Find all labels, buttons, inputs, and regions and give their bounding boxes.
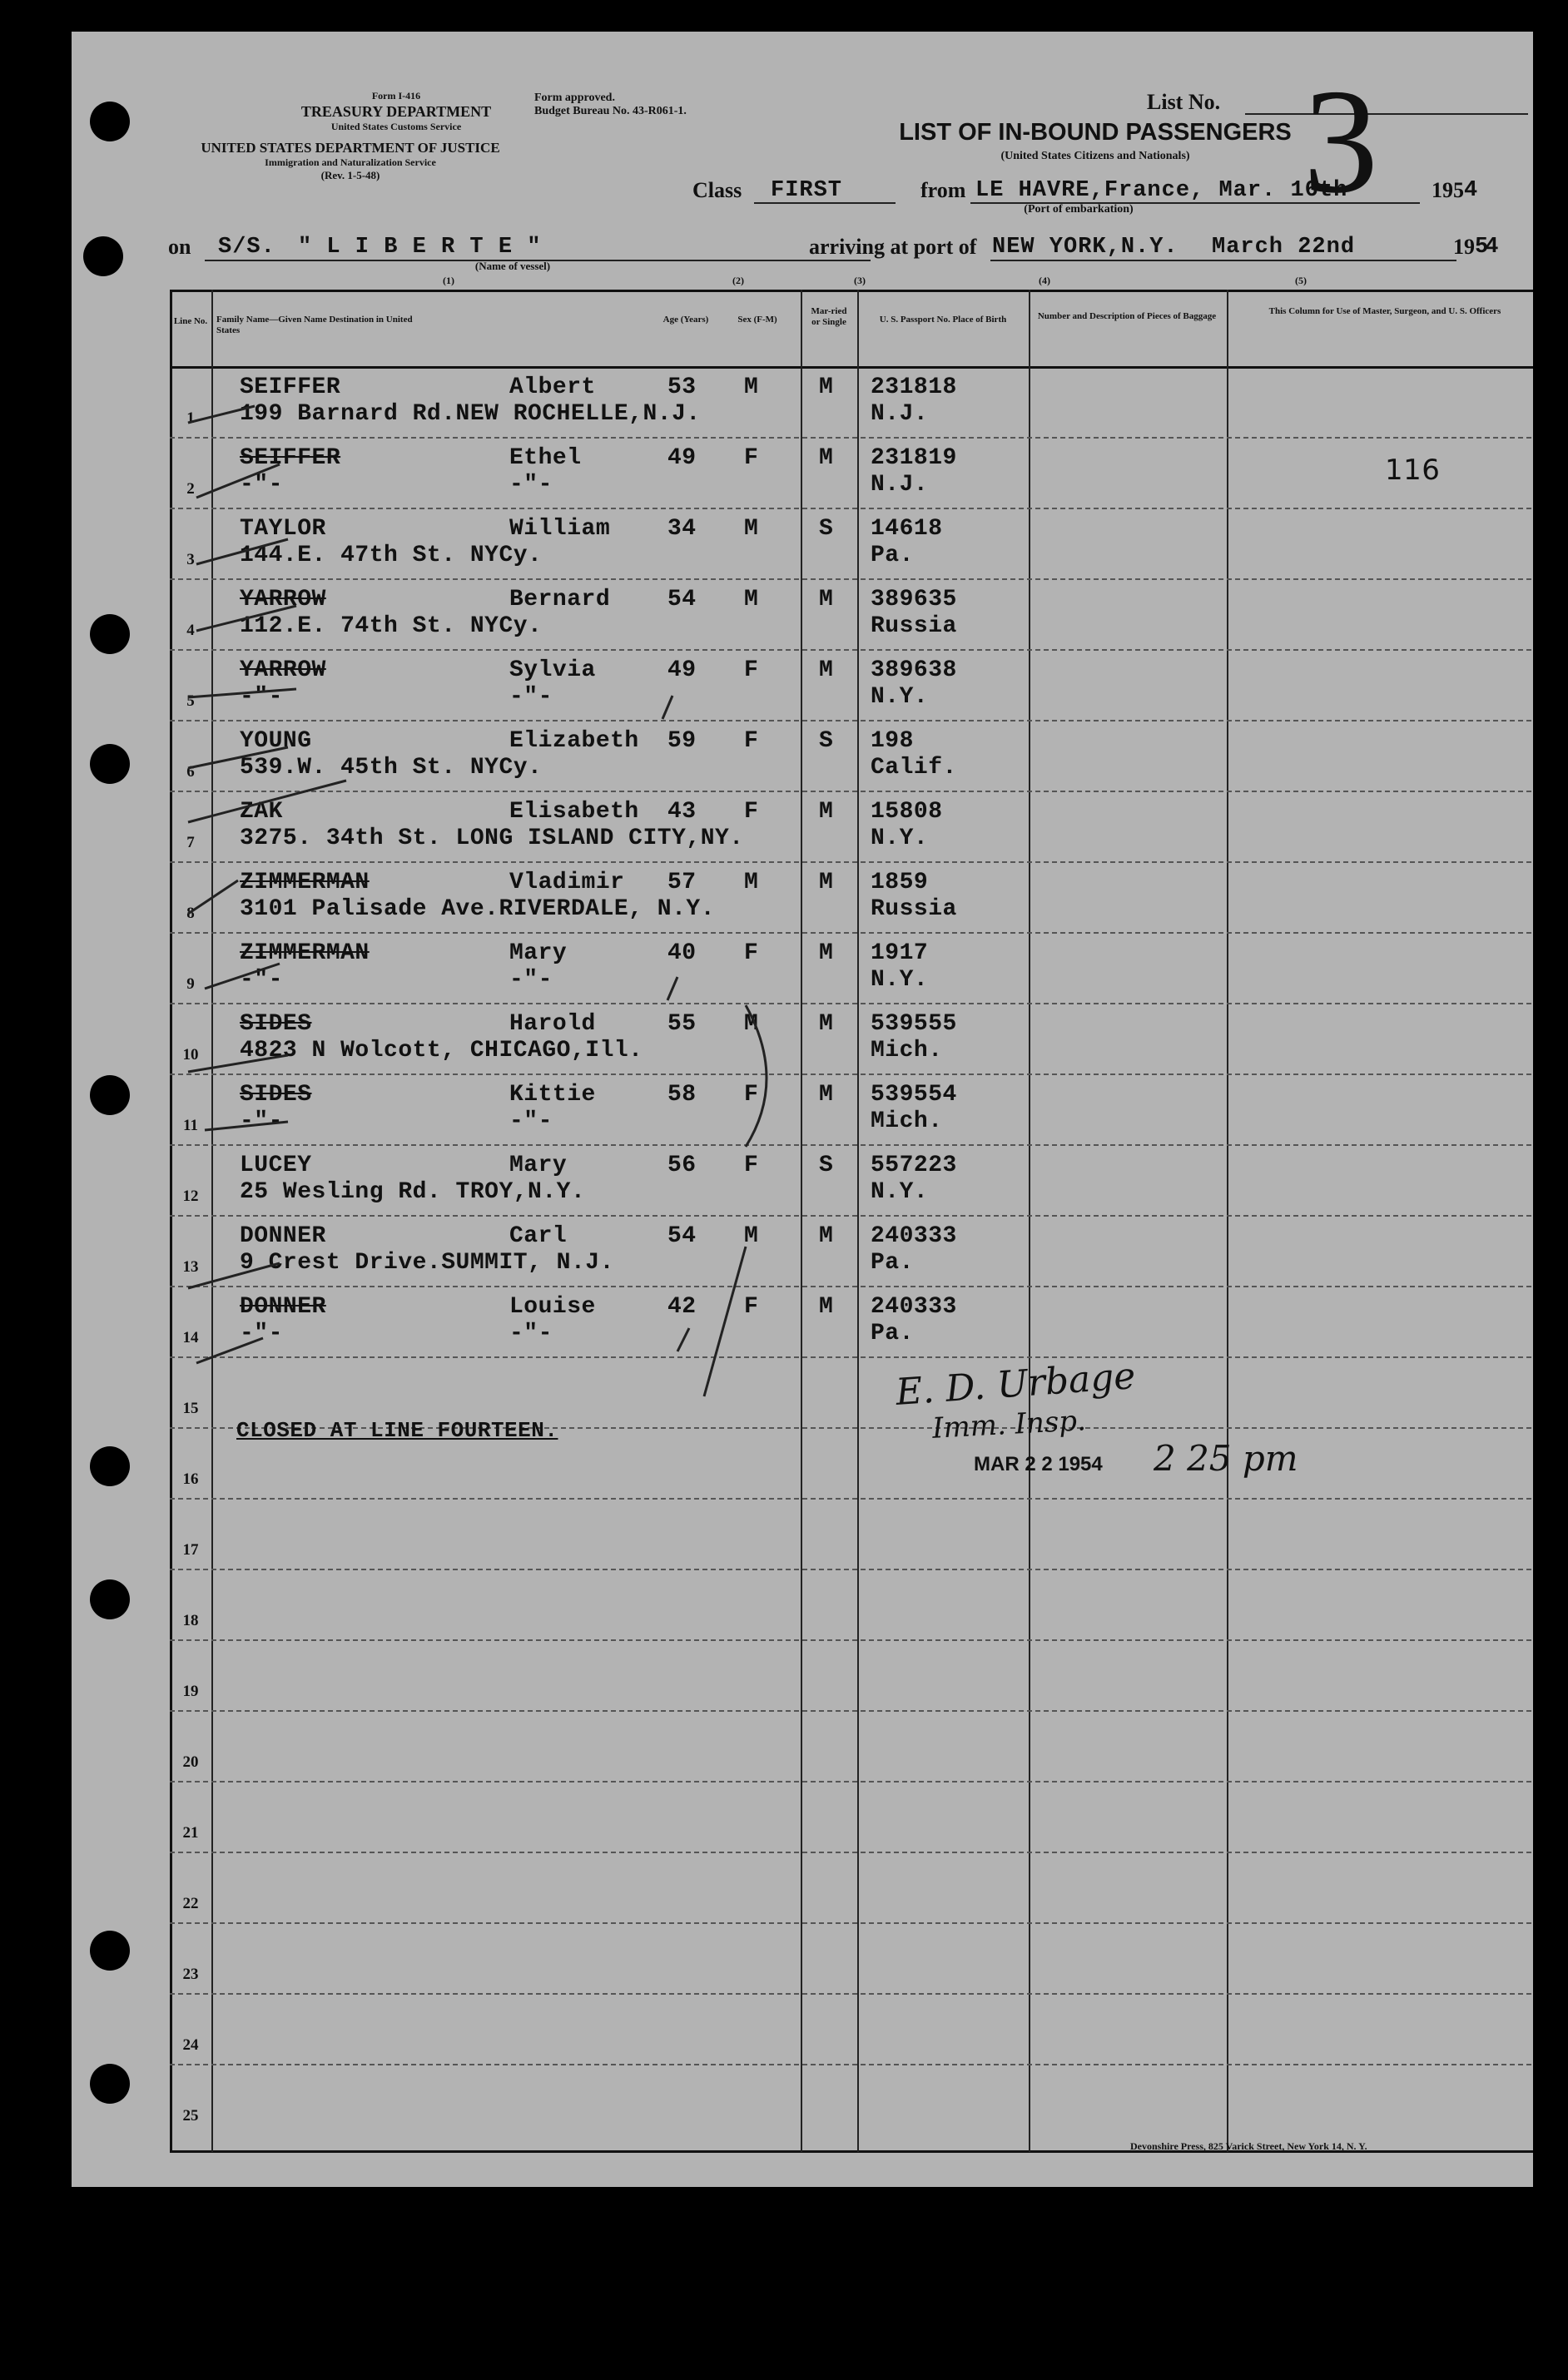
family-name: DONNER: [240, 1223, 326, 1249]
closing-text: CLOSED AT LINE FOURTEEN.: [236, 1418, 558, 1443]
marital-status: M: [819, 799, 834, 825]
passport-no: 240333: [871, 1223, 957, 1249]
passport-no: 231818: [871, 374, 957, 400]
family-name: LUCEY: [240, 1153, 312, 1178]
age: 58: [667, 1082, 697, 1108]
passport-no: 231819: [871, 445, 957, 471]
given-name: Louise: [509, 1294, 596, 1320]
from-year: 1954: [1432, 178, 1479, 203]
marital-status: S: [819, 1153, 834, 1178]
list-no-label: List No.: [1147, 90, 1221, 114]
pencil-marks: [72, 32, 1533, 2187]
destination: 4823 N Wolcott, CHICAGO,Ill.: [240, 1038, 643, 1064]
vessel-name: " L I B E R T E ": [298, 235, 542, 260]
place-of-birth: Pa.: [871, 1250, 914, 1276]
passport-no: 240333: [871, 1294, 957, 1320]
port-embark-label: (Port of embarkation): [1024, 203, 1134, 216]
sex: F: [744, 940, 759, 966]
place-of-birth: N.Y.: [871, 967, 929, 993]
line-number: 21: [182, 1824, 199, 1842]
sex: M: [744, 870, 759, 895]
family-name: YARROW: [240, 657, 326, 683]
manifest-sheet: [72, 32, 1533, 2187]
sex: F: [744, 657, 759, 683]
family-name: SIDES: [240, 1082, 312, 1108]
line-number: 9: [186, 975, 195, 993]
destination-continued: -"-: [509, 1321, 553, 1346]
age: 57: [667, 870, 697, 895]
destination: 25 Wesling Rd. TROY,N.Y.: [240, 1179, 586, 1205]
col-name: Family Name—Given Name Destination in United States: [216, 315, 413, 335]
given-name: Vladimir: [509, 870, 625, 895]
sex: F: [744, 799, 759, 825]
col-num-5: (5): [1295, 275, 1307, 286]
family-name: TAYLOR: [240, 516, 326, 542]
sex: M: [744, 516, 759, 542]
col-sex: Sex (F-M): [737, 315, 777, 325]
inspector-signature: E. D. Urbage: [894, 1354, 1137, 1415]
age: 49: [667, 657, 697, 683]
marital-status: M: [819, 870, 834, 895]
destination: 539.W. 45th St. NYCy.: [240, 755, 543, 781]
line-number: 18: [182, 1612, 199, 1629]
marital-status: M: [819, 587, 834, 612]
line-number: 12: [182, 1188, 199, 1205]
passport-no: 1917: [871, 940, 929, 966]
given-name: Kittie: [509, 1082, 596, 1108]
age: 49: [667, 445, 697, 471]
marital-status: M: [819, 374, 834, 400]
family-name: SEIFFER: [240, 374, 341, 400]
list-subtitle: (United States Citizens and Nationals): [1000, 150, 1190, 162]
from-label: from: [920, 178, 966, 202]
destination: -"-: [240, 1108, 283, 1134]
given-name: Elisabeth: [509, 799, 639, 825]
marital-status: S: [819, 516, 834, 542]
family-name: ZIMMERMAN: [240, 870, 370, 895]
family-name: ZIMMERMAN: [240, 940, 370, 966]
line-number: 25: [182, 2107, 199, 2125]
family-name: DONNER: [240, 1294, 326, 1320]
destination: 3101 Palisade Ave.RIVERDALE, N.Y.: [240, 896, 715, 922]
passport-no: 389638: [871, 657, 957, 683]
line-number: 4: [186, 622, 195, 639]
line-number: 17: [182, 1541, 199, 1559]
given-name: Sylvia: [509, 657, 596, 683]
arriving-label: arriving at port of: [809, 235, 977, 259]
family-name: SIDES: [240, 1011, 312, 1037]
col-line-no: Line No.: [173, 316, 208, 326]
family-name: YOUNG: [240, 728, 312, 754]
destination: 9 Crest Drive.SUMMIT, N.J.: [240, 1250, 614, 1276]
class-label: Class: [692, 178, 742, 202]
given-name: Elizabeth: [509, 728, 639, 754]
place-of-birth: Mich.: [871, 1108, 943, 1134]
passport-no: 15808: [871, 799, 943, 825]
passport-no: 539554: [871, 1082, 957, 1108]
place-of-birth: N.Y.: [871, 1179, 929, 1205]
passport-no: 14618: [871, 516, 943, 542]
marital-status: M: [819, 445, 834, 471]
col-num-1: (1): [443, 275, 454, 286]
age: 54: [667, 1223, 697, 1249]
list-title: LIST OF IN-BOUND PASSENGERS: [899, 119, 1292, 146]
age: 40: [667, 940, 697, 966]
marital-status: M: [819, 1223, 834, 1249]
sex: F: [744, 728, 759, 754]
sex: M: [744, 1011, 759, 1037]
stamp-time: 2 25 pm: [1154, 1438, 1298, 1479]
col-passport: U. S. Passport No. Place of Birth: [879, 315, 1007, 325]
line-number: 7: [186, 834, 195, 851]
class-value: FIRST: [771, 178, 843, 203]
passport-no: 389635: [871, 587, 957, 612]
family-name: ZAK: [240, 799, 283, 825]
line-number: 8: [186, 905, 195, 922]
sex: F: [744, 1082, 759, 1108]
line-number: 14: [182, 1329, 199, 1346]
destination: -"-: [240, 472, 283, 498]
place-of-birth: Pa.: [871, 1321, 914, 1346]
line-number: 3: [186, 551, 195, 568]
form-number: Form I-416: [371, 90, 421, 102]
sex: F: [744, 1294, 759, 1320]
officer-note: 116: [1385, 454, 1441, 487]
line-number: 1: [186, 409, 195, 427]
place-of-birth: Pa.: [871, 543, 914, 568]
destination-continued: -"-: [509, 1108, 553, 1134]
place-of-birth: Mich.: [871, 1038, 943, 1064]
col-num-3: (3): [854, 275, 866, 286]
line-number: 16: [182, 1470, 199, 1488]
sex: M: [744, 1223, 759, 1249]
inspector-title: Imm. Insp.: [931, 1404, 1087, 1445]
doj: UNITED STATES DEPARTMENT OF JUSTICE: [201, 140, 500, 156]
age: 59: [667, 728, 697, 754]
given-name: William: [509, 516, 611, 542]
destination: 199 Barnard Rd.NEW ROCHELLE,N.J.: [240, 401, 701, 427]
sex: M: [744, 374, 759, 400]
given-name: Mary: [509, 940, 568, 966]
family-name: SEIFFER: [240, 445, 341, 471]
arrival-stamp: MAR 2 2 1954: [974, 1453, 1103, 1475]
age: 34: [667, 516, 697, 542]
list-number: 3: [1303, 58, 1378, 224]
given-name: Bernard: [509, 587, 611, 612]
line-number: 10: [182, 1046, 199, 1064]
col-num-4: (4): [1039, 275, 1050, 286]
line-number: 20: [182, 1753, 199, 1771]
destination: -"-: [240, 684, 283, 710]
treasury-department: TREASURY DEPARTMENT: [300, 103, 492, 120]
place-of-birth: N.Y.: [871, 684, 929, 710]
col-num-2: (2): [732, 275, 744, 286]
passport-no: 539555: [871, 1011, 957, 1037]
place-of-birth: N.Y.: [871, 826, 929, 851]
customs-service: United States Customs Service: [330, 121, 462, 132]
line-number: 5: [186, 692, 195, 710]
budget-bureau: Budget Bureau No. 43-R061-1.: [534, 105, 687, 117]
sex: M: [744, 587, 759, 612]
destination-continued: -"-: [509, 967, 553, 993]
place-of-birth: N.J.: [871, 401, 929, 427]
passport-no: 198: [871, 728, 914, 754]
passport-no: 557223: [871, 1153, 957, 1178]
marital-status: M: [819, 1294, 834, 1320]
age: 55: [667, 1011, 697, 1037]
arrival-year: 1954: [1453, 235, 1496, 260]
marital-status: M: [819, 657, 834, 683]
family-name: YARROW: [240, 587, 326, 612]
destination: 112.E. 74th St. NYCy.: [240, 613, 543, 639]
passport-no: 1859: [871, 870, 929, 895]
line-number: 23: [182, 1966, 199, 1983]
destination-continued: -"-: [509, 684, 553, 710]
from-value: LE HAVRE,France, Mar. 16th: [975, 178, 1348, 203]
line-number: 15: [182, 1400, 199, 1417]
age: 43: [667, 799, 697, 825]
age: 56: [667, 1153, 697, 1178]
col-baggage: Number and Description of Pieces of Baggage: [1037, 311, 1217, 321]
age: 42: [667, 1294, 697, 1320]
place-of-birth: Russia: [871, 613, 957, 639]
given-name: Albert: [509, 374, 596, 400]
ins: Immigration and Naturalization Service: [265, 156, 436, 168]
revision: (Rev. 1-5-48): [320, 169, 380, 181]
marital-status: M: [819, 1082, 834, 1108]
destination: 144.E. 47th St. NYCy.: [240, 543, 543, 568]
arrival-port: NEW YORK,N.Y.: [992, 235, 1178, 260]
age: 54: [667, 587, 697, 612]
marital-status: S: [819, 728, 834, 754]
col-age: Age (Years): [662, 315, 709, 325]
given-name: Carl: [509, 1223, 568, 1249]
vessel-label: (Name of vessel): [474, 260, 551, 272]
printer-footer: Devonshire Press, 825 Varick Street, New York 14, N. Y.: [1130, 2140, 1367, 2152]
on-label: on: [168, 235, 191, 259]
marital-status: M: [819, 1011, 834, 1037]
given-name: Ethel: [509, 445, 582, 471]
sex: F: [744, 1153, 759, 1178]
line-number: 2: [186, 480, 195, 498]
line-number: 11: [183, 1117, 198, 1134]
place-of-birth: Russia: [871, 896, 957, 922]
destination: -"-: [240, 1321, 283, 1346]
given-name: Harold: [509, 1011, 596, 1037]
destination-continued: -"-: [509, 472, 553, 498]
line-number: 13: [182, 1258, 199, 1276]
sex: F: [744, 445, 759, 471]
line-number: 6: [186, 763, 195, 781]
destination: -"-: [240, 967, 283, 993]
col-married: Mar-ried or Single: [811, 306, 847, 327]
given-name: Mary: [509, 1153, 568, 1178]
age: 53: [667, 374, 697, 400]
line-number: 22: [182, 1895, 199, 1912]
vessel-prefix: S/S.: [218, 235, 275, 260]
place-of-birth: Calif.: [871, 755, 957, 781]
col-officers: This Column for Use of Master, Surgeon, and U. S. Officers: [1268, 306, 1501, 316]
marital-status: M: [819, 940, 834, 966]
line-number: 24: [182, 2036, 199, 2054]
line-number: 19: [182, 1683, 199, 1700]
form-approved: Form approved.: [534, 92, 615, 104]
arrival-date: March 22nd: [1212, 235, 1356, 260]
place-of-birth: N.J.: [871, 472, 929, 498]
destination: 3275. 34th St. LONG ISLAND CITY,NY.: [240, 826, 744, 851]
